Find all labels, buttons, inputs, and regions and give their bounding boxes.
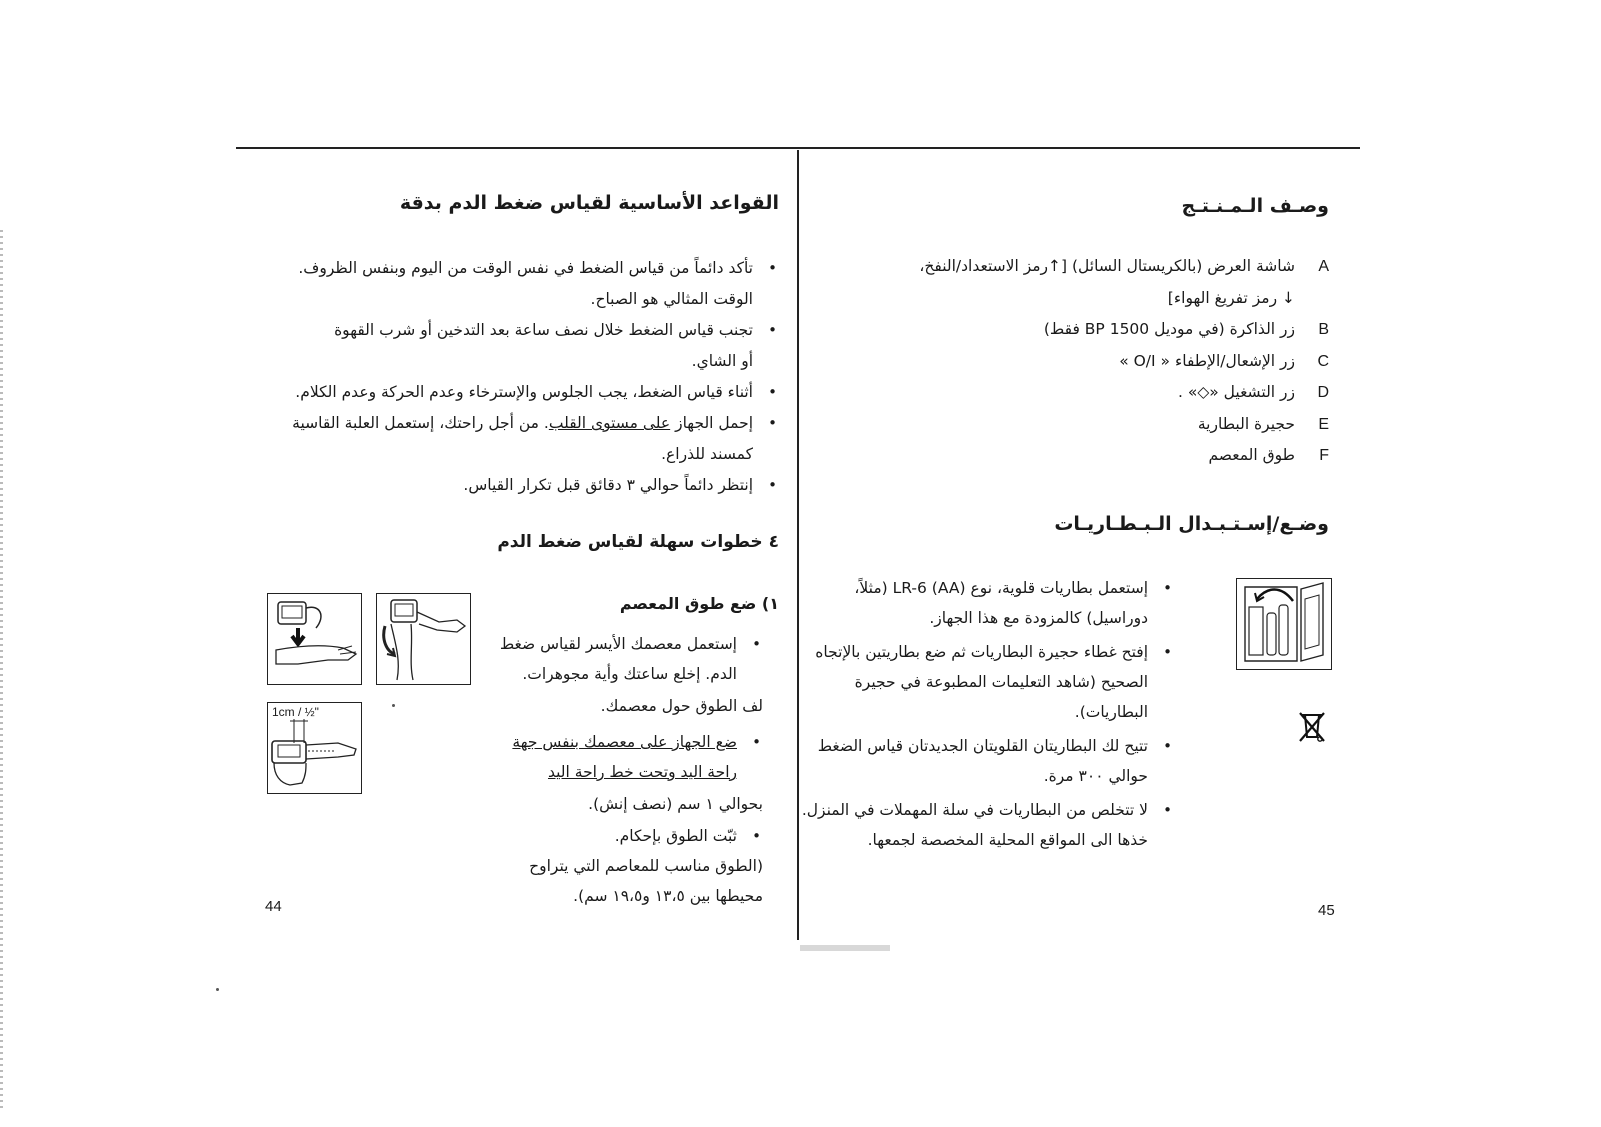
list-item: • تجنب قياس الضغط خلال نصف ساعة بعد التدخين أو شرب القهوة أو الشاي.: [239, 315, 779, 377]
list-item: F طوق المعصم: [1208, 446, 1329, 464]
list-item: • إنتظر دائماً حوالي ٣ دقائق قبل تكرار القياس.: [239, 470, 779, 501]
no-household-waste-icon: [1298, 711, 1326, 743]
list-item: D زر التشغيل «◇» .: [1178, 383, 1329, 401]
list-item: • إفتح غطاء حجيرة البطاريات ثم ضع بطاريتين بالإتجاه الصحيح (شاهد التعليمات المطبوعة في حجيرة البطاريات).: [794, 637, 1174, 727]
product-description-heading: وصـف الـمـنـتـج: [1181, 195, 1329, 217]
list-item-continuation: لف الطوق حول معصمك.: [600, 697, 763, 715]
scan-dot: [392, 704, 395, 707]
top-rule: [236, 147, 1360, 149]
list-item: • لا تتخلص من البطاريات في سلة المهملات في المنزل. خذها الى المواقع المحلية المخصصة لجمعها.: [794, 795, 1174, 855]
basic-rules-heading: القواعد الأساسية لقياس ضغط الدم بدقة: [399, 192, 779, 214]
list-item: • إستعمل معصمك الأيسر لقياس ضغط الدم. إخلع ساعتك وأية مجوهرات.: [463, 629, 763, 689]
scan-edge-artifact: [0, 230, 3, 1110]
cuff-size-note: (الطوق مناسب للمعاصم التي يتراوح محيطها بين ١٣،٥ و١٩،٥ سم).: [529, 857, 763, 905]
list-item: • ضع الجهاز على معصمك بنفس جهة راحة اليد وتحت خط راحة اليد: [463, 727, 763, 787]
battery-compartment-figure: [1236, 578, 1332, 670]
list-item: • تتيح لك البطاريتان القلويتان الجديدتان قياس الضغط حوالي ٣٠٠ مرة.: [794, 731, 1174, 791]
cuff-placement-illustration: [268, 594, 361, 684]
cuff-wrap-illustration: [377, 594, 470, 684]
list-item: E حجيرة البطارية: [1197, 414, 1329, 433]
list-item: • أثناء قياس الضغط، يجب الجلوس والإسترخاء وعدم الحركة وعدم الكلام.: [239, 377, 779, 408]
wrist-cuff-figure-2: [376, 593, 471, 685]
step1-heading: ١) ضع طوق المعصم: [619, 594, 779, 613]
list-item: • إحمل الجهاز على مستوى القلب. من أجل راحتك، إستعمل العلبة القاسية كمسند للذراع.: [239, 408, 779, 470]
list-item: B زر الذاكرة (في موديل BP 1500 فقط): [1043, 320, 1329, 338]
list-item: • إستعمل بطاريات قلوية، نوع LR-6 (AA) (مثلاً، دوراسيل) كالمزودة مع هذا الجهاز.: [794, 573, 1174, 633]
page-number: 45: [1318, 902, 1335, 919]
battery-heading: وضـع/إسـتـبـدال الـبـطـاريـات: [1054, 513, 1329, 535]
basic-rules-list: [239, 253, 779, 501]
wrist-cuff-figure-1: [267, 593, 362, 685]
scan-smudge: [800, 945, 890, 951]
list-item: • ثبّت الطوق بإحكام.: [463, 821, 763, 851]
step1-list: [463, 629, 763, 911]
page-number: 44: [265, 898, 282, 915]
scan-dot: [216, 988, 219, 991]
list-item-continuation: بحوالي ١ سم (نصف إنش).: [588, 795, 763, 813]
battery-instructions-list: [794, 573, 1174, 855]
product-parts-list: [809, 251, 1329, 472]
list-item: C زر الإشعال/الإطفاء « O/I »: [1119, 351, 1329, 370]
wrist-position-figure: [267, 702, 362, 794]
battery-insertion-illustration: [1237, 579, 1331, 669]
distance-label: 1cm / ½": [272, 705, 319, 719]
list-item: A شاشة العرض (بالكريستال السائل) [↑رمز الاستعداد/النفخ، ↓ رمز تفريغ الهواء]: [919, 257, 1329, 307]
steps-heading: ٤ خطوات سهلة لقياس ضغط الدم: [497, 532, 779, 552]
list-item: • تأكد دائماً من قياس الضغط في نفس الوقت من اليوم وبنفس الظروف. الوقت المثالي هو الصباح.: [239, 253, 779, 315]
